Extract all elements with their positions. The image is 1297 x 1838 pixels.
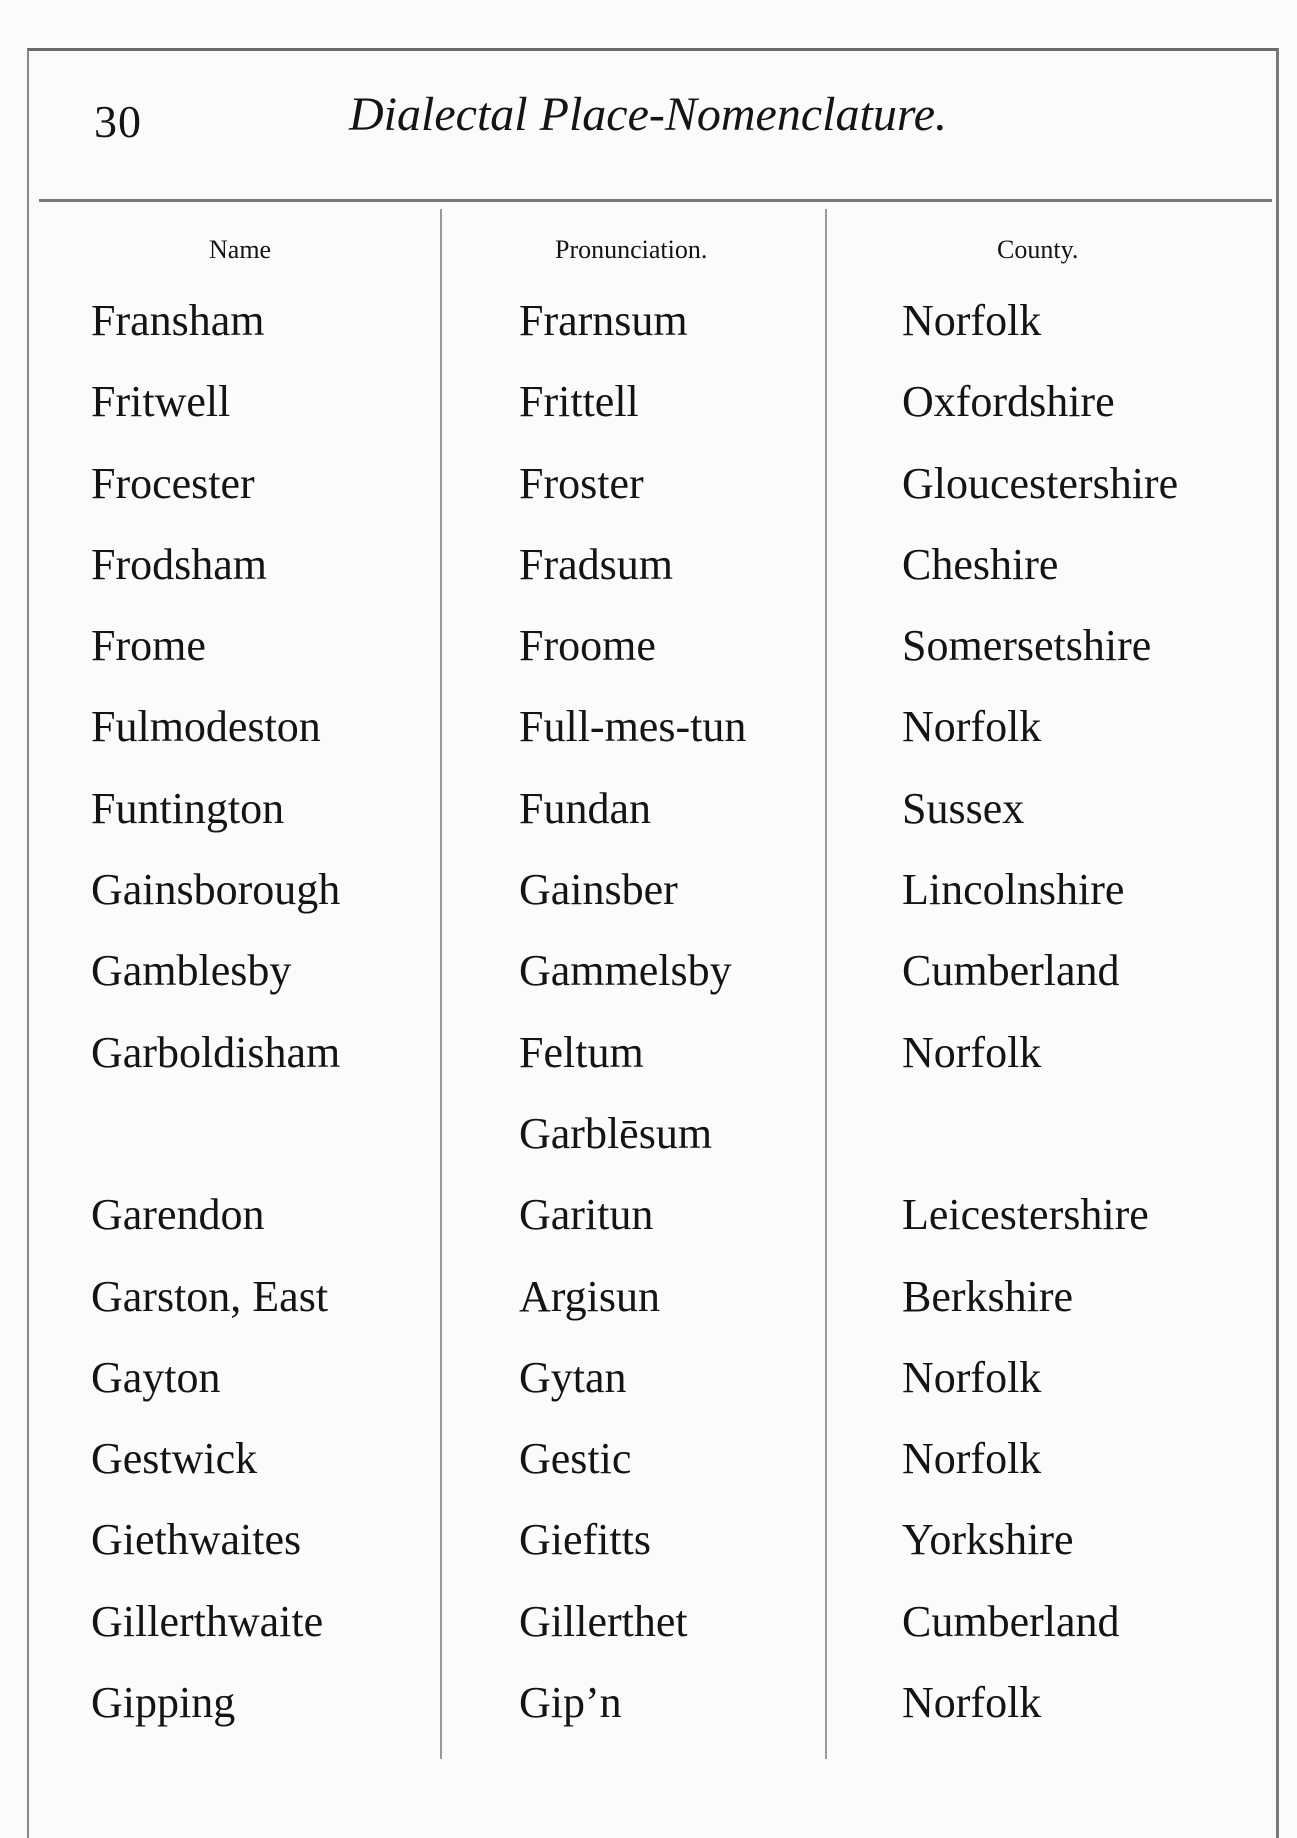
column-header-name: Name — [209, 235, 272, 264]
table-row — [29, 771, 1276, 852]
pronunciation-cell: Gestic — [519, 1434, 632, 1484]
pronunciation-cell: Garblēsum — [519, 1108, 713, 1158]
place-name-cell: Garboldisham — [91, 1027, 341, 1077]
county-cell: Lincolnshire — [902, 865, 1125, 915]
running-title: Dialectal Place-Nomenclature. — [349, 88, 948, 141]
table-body — [29, 283, 1276, 1746]
table-row — [29, 1665, 1276, 1746]
table-row — [29, 527, 1276, 608]
pronunciation-cell: Gytan — [519, 1352, 627, 1402]
county-cell: Yorkshire — [902, 1515, 1074, 1565]
place-name-cell: Funtington — [91, 783, 285, 833]
table-row — [29, 1502, 1276, 1583]
place-name-cell: Garston, East — [91, 1271, 329, 1321]
county-cell: Gloucestershire — [902, 458, 1179, 508]
table-row — [29, 608, 1276, 689]
pronunciation-cell: Gip’n — [519, 1678, 622, 1728]
place-name-cell: Fritwell — [91, 377, 231, 427]
place-name-cell: Gipping — [91, 1678, 236, 1728]
pronunciation-cell: Gainsber — [519, 865, 678, 915]
place-name-cell: Gainsborough — [91, 865, 341, 915]
pronunciation-cell: Garitun — [519, 1190, 654, 1240]
place-name-cell: Gamblesby — [91, 946, 292, 996]
table-row — [29, 852, 1276, 933]
county-cell: Leicestershire — [902, 1190, 1149, 1240]
pronunciation-cell: Argisun — [519, 1271, 660, 1321]
county-cell: Norfolk — [902, 702, 1042, 752]
pronunciation-cell: Frarnsum — [519, 296, 688, 345]
page-number: 30 — [94, 96, 142, 147]
county-cell: Cheshire — [902, 539, 1059, 589]
table-row — [29, 446, 1276, 527]
county-cell: Norfolk — [902, 1434, 1042, 1484]
table-row — [29, 283, 1276, 364]
place-name-cell: Frome — [91, 621, 206, 671]
table-row — [29, 1177, 1276, 1258]
place-name-table — [29, 221, 1276, 1746]
table-row — [29, 1096, 1276, 1177]
table-row — [29, 1259, 1276, 1340]
pronunciation-cell: Fradsum — [519, 539, 673, 589]
county-cell: Norfolk — [902, 296, 1042, 345]
pronunciation-cell: Full-mes-tun — [519, 702, 747, 752]
pronunciation-cell: Gammelsby — [519, 946, 732, 996]
column-header-pronunciation: Pronunciation. — [555, 235, 708, 264]
pronunciation-cell: Gillerthet — [519, 1596, 688, 1646]
county-cell: Cumberland — [902, 1596, 1120, 1646]
place-name-cell: Gayton — [91, 1352, 221, 1402]
table-header — [29, 221, 1276, 283]
page-frame — [27, 48, 1279, 1838]
table-row — [29, 933, 1276, 1014]
county-cell: Cumberland — [902, 946, 1120, 996]
place-name-cell: Gillerthwaite — [91, 1596, 324, 1646]
place-name-cell: Garendon — [91, 1190, 265, 1240]
table-row — [29, 1340, 1276, 1421]
place-name-cell: Fulmodeston — [91, 702, 321, 752]
pronunciation-cell: Feltum — [519, 1027, 644, 1077]
county-cell: Berkshire — [902, 1271, 1074, 1321]
county-cell: Norfolk — [902, 1352, 1042, 1402]
place-name-cell: Frodsham — [91, 539, 267, 589]
county-cell: Oxfordshire — [902, 377, 1115, 427]
pronunciation-cell: Froster — [519, 458, 644, 508]
pronunciation-cell: Froome — [519, 621, 656, 671]
table-row — [29, 1421, 1276, 1502]
county-cell: Norfolk — [902, 1678, 1042, 1728]
pronunciation-cell: Fundan — [519, 783, 651, 833]
table-row — [29, 364, 1276, 445]
table-row — [29, 1015, 1276, 1096]
place-name-cell: Frocester — [91, 458, 255, 508]
place-name-cell: Gestwick — [91, 1434, 258, 1484]
pronunciation-cell: Frittell — [519, 377, 639, 427]
county-cell: Sussex — [902, 783, 1025, 833]
column-header-county: County. — [997, 235, 1079, 264]
county-cell: Norfolk — [902, 1027, 1042, 1077]
county-cell: Somersetshire — [902, 621, 1152, 671]
place-name-cell: Giethwaites — [91, 1515, 302, 1565]
place-name-cell: Fransham — [91, 296, 265, 345]
table-row — [29, 1584, 1276, 1665]
pronunciation-cell: Giefitts — [519, 1515, 651, 1565]
running-head — [29, 51, 1276, 203]
table-row — [29, 689, 1276, 770]
header-rule — [39, 199, 1272, 202]
